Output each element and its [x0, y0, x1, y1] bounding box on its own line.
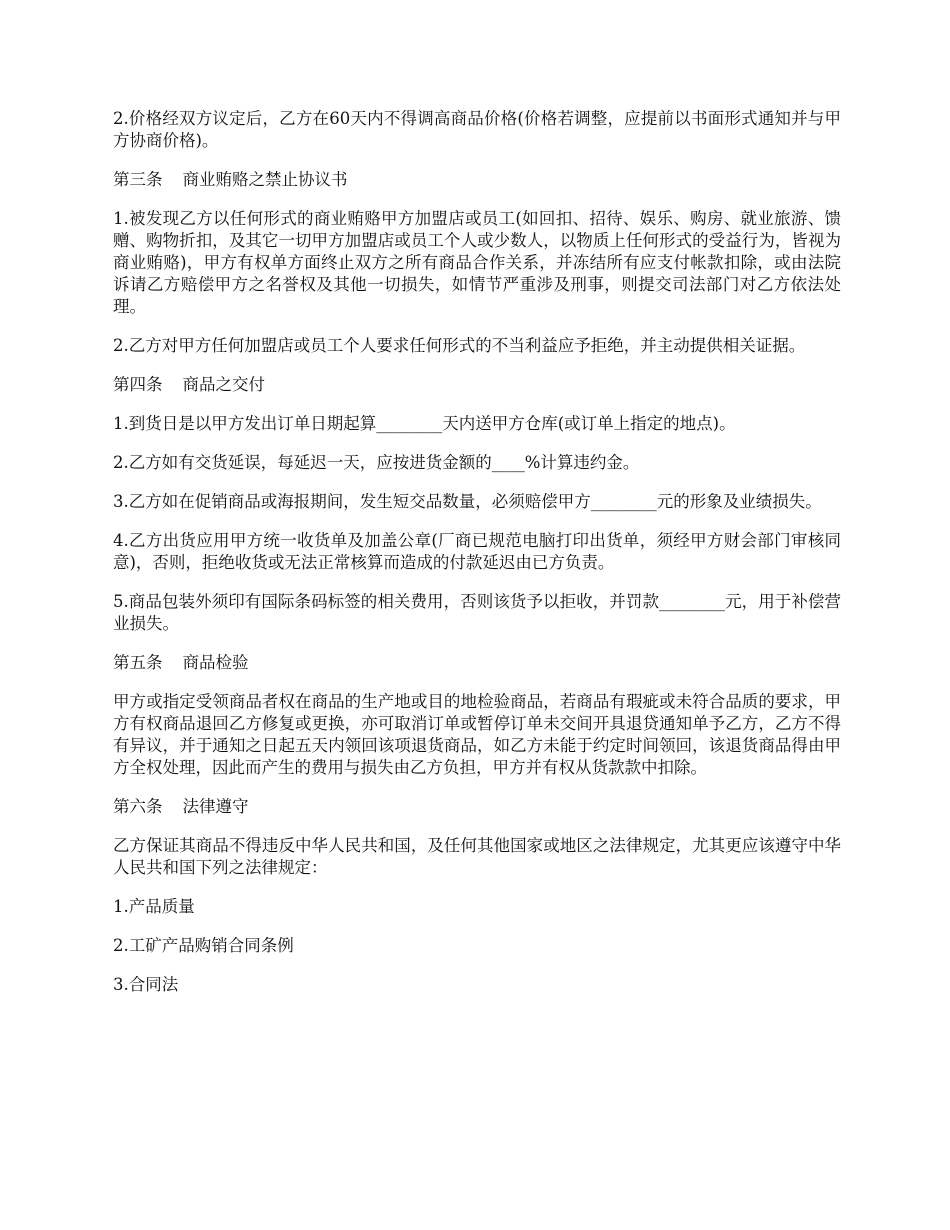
paragraph-delivery-3: 3.乙方如在促销商品或海报期间，发生短交品数量，必须赔偿甲方________元的形象及业绩损失。 [113, 492, 822, 511]
article-number: 第四条 [113, 375, 163, 394]
heading-article-4 [113, 374, 841, 396]
paragraph-law-compliance: 乙方保证其商品不得违反中华人民共和国，及任何其他国家或地区之法律规定，尤其更应该遵守中华人民共和国下列之法律规定： [113, 836, 841, 877]
paragraph-delivery-1: 1.到货日是以甲方发出订单日期起算________天内送甲方仓库(或订单上指定的地点)。 [113, 414, 736, 433]
paragraph-inspection: 甲方或指定受领商品者权在商品的生产地或目的地检验商品，若商品有瑕疵或未符合品质的要求，甲方有权商品退回乙方修复或更换，亦可取消订单或暂停订单未交间开具退贷通知单予乙方，乙方不得有异议，并于通知之日起五天内领回该项退货商品，如乙方未能于约定时间领回，该退货商品得由甲方全权处理，因此而产生的费用与损失由乙方负担，甲方并有权从货款款中扣除。 [113, 692, 841, 777]
law-item-2: 2.工矿产品购销合同条例 [113, 936, 294, 955]
law-item-3: 3.合同法 [113, 975, 179, 994]
article-title: 商品检验 [182, 653, 249, 672]
law-item-1: 1.产品质量 [113, 897, 195, 916]
heading-article-6 [113, 796, 841, 818]
paragraph-bribery-2: 2.乙方对甲方任何加盟店或员工个人要求任何形式的不当利益应予拒绝，并主动提供相关证据。 [113, 336, 806, 355]
paragraph-price-adjustment: 2.价格经双方议定后，乙方在60天内不得调高商品价格(价格若调整，应提前以书面形式通知并与甲方协商价格)。 [113, 109, 841, 150]
article-number: 第三条 [113, 170, 163, 189]
article-title: 法律遵守 [182, 797, 249, 816]
heading-article-3 [113, 169, 841, 191]
paragraph-delivery-5: 5.商品包装外须印有国际条码标签的相关费用，否则该货予以拒收，并罚款________元，用于补偿营业损失。 [113, 592, 841, 633]
article-number: 第六条 [113, 797, 163, 816]
document-body [113, 108, 841, 1013]
article-number: 第五条 [113, 653, 163, 672]
heading-article-5 [113, 652, 841, 674]
article-title: 商业贿赂之禁止协议书 [182, 170, 348, 189]
paragraph-delivery-4: 4.乙方出货应用甲方统一收货单及加盖公章(厂商已规范电脑打印出货单，须经甲方财会部门审核同意)，否则，拒绝收货或无法正常核算而造成的付款延迟由已方负责。 [113, 531, 841, 572]
article-title: 商品之交付 [182, 375, 265, 394]
paragraph-bribery-1: 1.被发现乙方以任何形式的商业贿赂甲方加盟店或员工(如回扣、招待、娱乐、购房、就业旅游、馈赠、购物折扣，及其它一切甲方加盟店或员工个人或少数人，以物质上任何形式的受益行为，皆视为商业贿赂)，甲方有权单方面终止双方之所有商品合作关系，并冻结所有应支付帐款扣除，或由法院诉请乙方赔偿甲方之名誉权及其他一切损失，如情节严重涉及刑事，则提交司法部门对乙方依法处理。 [113, 209, 841, 316]
paragraph-delivery-2: 2.乙方如有交货延误，每延迟一天，应按进货金额的____%计算违约金。 [113, 453, 640, 472]
